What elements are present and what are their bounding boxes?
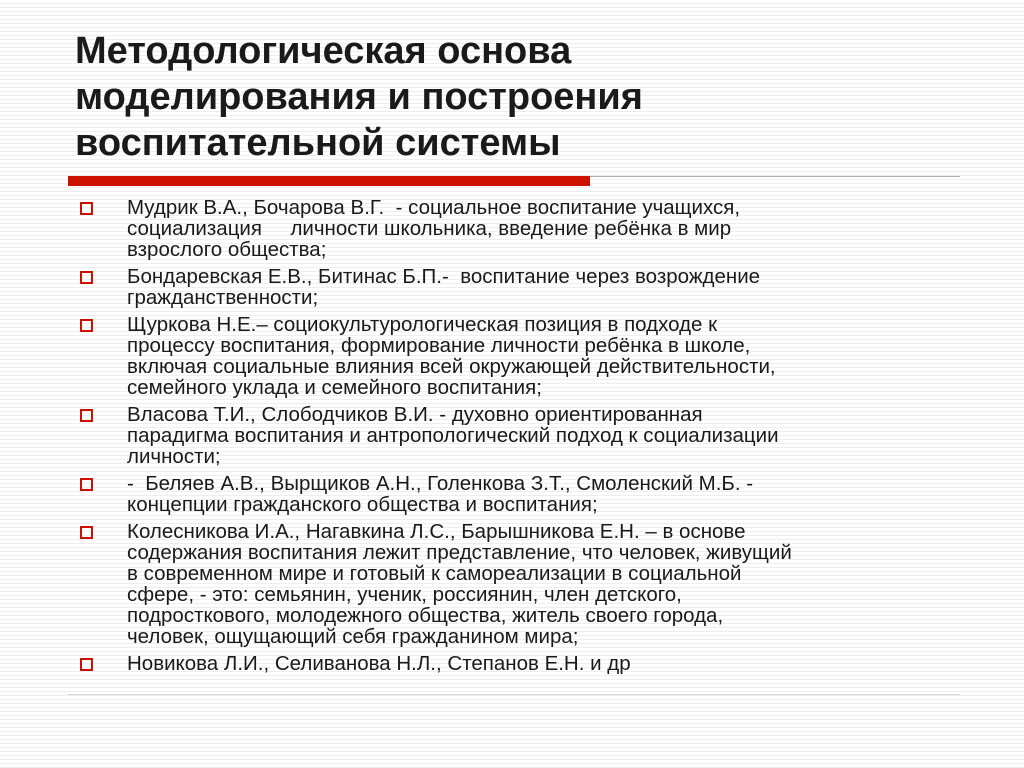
list-item bbox=[75, 266, 970, 308]
list-item-line: процессу воспитания, формирование личности ребёнка в школе, bbox=[127, 334, 751, 357]
slide-title-line-2: моделирования и построения bbox=[75, 76, 643, 118]
list-item-line: подросткового, молодежного общества, житель своего города, bbox=[127, 604, 724, 627]
list-item-line: социализация личности школьника, введение ребёнка в мир bbox=[127, 217, 732, 240]
hollow-square-bullet-icon bbox=[80, 202, 93, 215]
list-item-line: Щуркова Н.Е.– социокультурологическая позиция в подходе к bbox=[127, 313, 718, 336]
list-item-line: взрослого общества; bbox=[127, 238, 327, 261]
slide-title-line-3: воспитательной системы bbox=[75, 122, 561, 164]
list-item-line: парадигма воспитания и антропологический подход к социализации bbox=[127, 424, 779, 447]
hollow-square-bullet-icon bbox=[80, 526, 93, 539]
hollow-square-bullet-icon bbox=[80, 271, 93, 284]
list-item-line: в современном мире и готовый к самореализации в социальной bbox=[127, 562, 742, 585]
list-item-line: Бондаревская Е.В., Битинас Б.П.- воспитание через возрождение bbox=[127, 265, 761, 288]
hollow-square-bullet-icon bbox=[80, 319, 93, 332]
bullet-list bbox=[75, 197, 970, 680]
hollow-square-bullet-icon bbox=[80, 658, 93, 671]
slide-title bbox=[75, 28, 955, 166]
list-item-line: личности; bbox=[127, 445, 221, 468]
list-item-line: сфере, - это: семьянин, ученик, россиянин, член детского, bbox=[127, 583, 682, 606]
list-item-line: Колесникова И.А., Нагавкина Л.С., Барышникова Е.Н. – в основе bbox=[127, 520, 746, 543]
list-item-line: Мудрик В.А., Бочарова В.Г. - социальное воспитание учащихся, bbox=[127, 196, 741, 219]
list-item-line: - Беляев А.В., Вырщиков А.Н., Голенкова З.Т., Смоленский М.Б. - bbox=[127, 472, 754, 495]
list-item bbox=[75, 653, 970, 674]
list-item bbox=[75, 314, 970, 398]
slide-title-line-1: Методологическая основа bbox=[75, 30, 572, 72]
bottom-rule bbox=[68, 694, 960, 695]
list-item bbox=[75, 473, 970, 515]
list-item-line: включая социальные влияния всей окружающей действительности, bbox=[127, 355, 776, 378]
list-item bbox=[75, 404, 970, 467]
hollow-square-bullet-icon bbox=[80, 478, 93, 491]
list-item-line: Власова Т.И., Слободчиков В.И. - духовно ориентированная bbox=[127, 403, 703, 426]
list-item-line: гражданственности; bbox=[127, 286, 319, 309]
list-item bbox=[75, 197, 970, 260]
title-underline-rule bbox=[590, 176, 960, 177]
list-item-line: концепции гражданского общества и воспитания; bbox=[127, 493, 598, 516]
list-item-line: содержания воспитания лежит представление, что человек, живущий bbox=[127, 541, 792, 564]
list-item-line: семейного уклада и семейного воспитания; bbox=[127, 376, 542, 399]
list-item bbox=[75, 521, 970, 647]
hollow-square-bullet-icon bbox=[80, 409, 93, 422]
title-underline-accent bbox=[68, 176, 590, 186]
list-item-line: Новикова Л.И., Селиванова Н.Л., Степанов Е.Н. и др bbox=[127, 652, 631, 675]
list-item-line: человек, ощущающий себя гражданином мира; bbox=[127, 625, 579, 648]
